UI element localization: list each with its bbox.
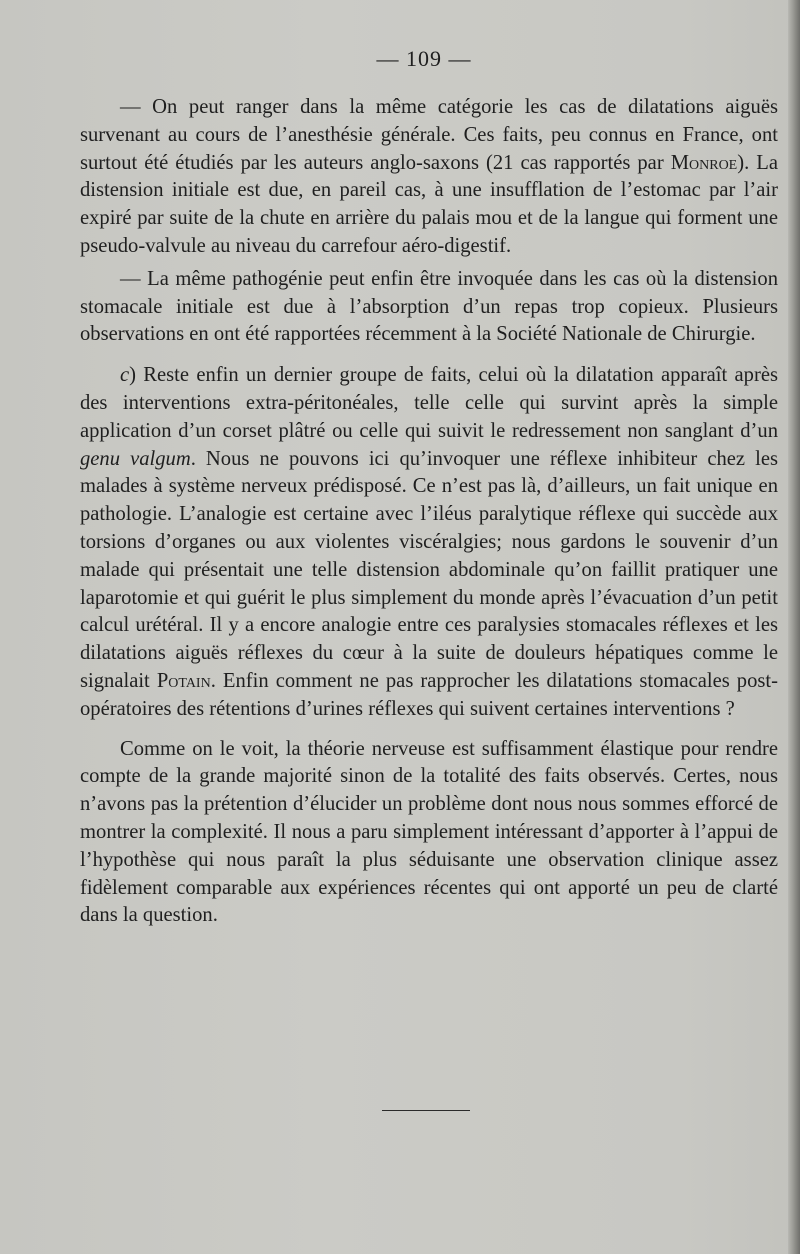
paragraph-anesthesia [80,94,778,261]
list-marker-c: c [120,364,130,387]
paragraph-extraperitoneal [80,362,778,723]
text-run: . Enfin comment ne pas rapprocher les dilatations stomacales post-opératoires des rétentions d’urines réflexes qui suivent certaines interventions ? [80,669,778,720]
text-run: Comme on le voit, la théorie nerveuse est suffisamment élastique pour rendre compte de la grande majorité sinon de la totalité des faits observés. Certes, nous n’avons pas la prétention d’élucider un problème dont nous nous sommes efforcé de montrer la complexité. Il nous a paru simplement intéressant d’apporter à l’appui de l’hypothèse qui nous paraît la plus séduisante une observation clinique assez fidèlement comparable aux expériences récentes qui ont apporté un peu de clarté dans la question. [80,737,778,927]
text-run: — On peut ranger dans la même catégorie les cas de dilatations aiguës survenant au cours de l’anesthésie générale. Ces faits, peu connus en France, ont surtout été étudiés par les auteurs anglo-saxons (21 cas rapportés par [80,96,778,174]
body-text [80,94,778,930]
text-run: ). La distension initiale est due, en pareil cas, à une insufflation de l’estomac par l’air expiré par suite de la chute en arrière du palais mou et de la langue qui forment une pseudo-valvule au niveau du carrefour aéro-digestif. [80,151,778,257]
text-run: . Nous ne pouvons ici qu’invoquer une réflexe inhibiteur chez les malades à système nerveux prédisposé. Ce n’est pas là, d’ailleurs, un fait unique en pathologie. L’analogie est certaine avec l’iléus paralytique réflexe qui succède aux torsions d’organes ou aux violentes viscéralgies; nous gardons le souvenir d’un malade qui présentait une telle distension abdominale qu’on faillit pratiquer une laparotomie et qui guérit le plus simplement du monde après l’évacuation d’un petit calcul urétéral. Il y a encore analogie entre ces paralysies stomacales réflexes et les dilatations aiguës réflexes du cœur à la suite de douleurs hépatiques comme le signalait [80,447,778,692]
author-name-monroe: Monroe [670,151,738,174]
text-run: ) Reste enfin un dernier groupe de faits, celui où la dilatation apparaît après des interventions extra-péritonéales, telle celle qui survint après la simple application d’un corset plâtré ou celle qui suivit le redressement non sanglant d’un [80,364,778,442]
term-genu-valgum: genu valgum [80,447,191,470]
page-number: — 109 — [376,46,472,71]
paragraph-conclusion [80,736,778,931]
author-name-potain: Potain [156,669,211,692]
paragraph-copious-meal [80,266,778,349]
end-rule [382,1110,470,1111]
page-edge [788,0,800,1254]
text-run: — La même pathogénie peut enfin être invoquée dans les cas où la distension stomacale initiale est due à l’absorption d’un repas trop copieux. Plusieurs observations en ont été rapportées récemment à la Société Nationale de Chirurgie. [80,267,778,346]
